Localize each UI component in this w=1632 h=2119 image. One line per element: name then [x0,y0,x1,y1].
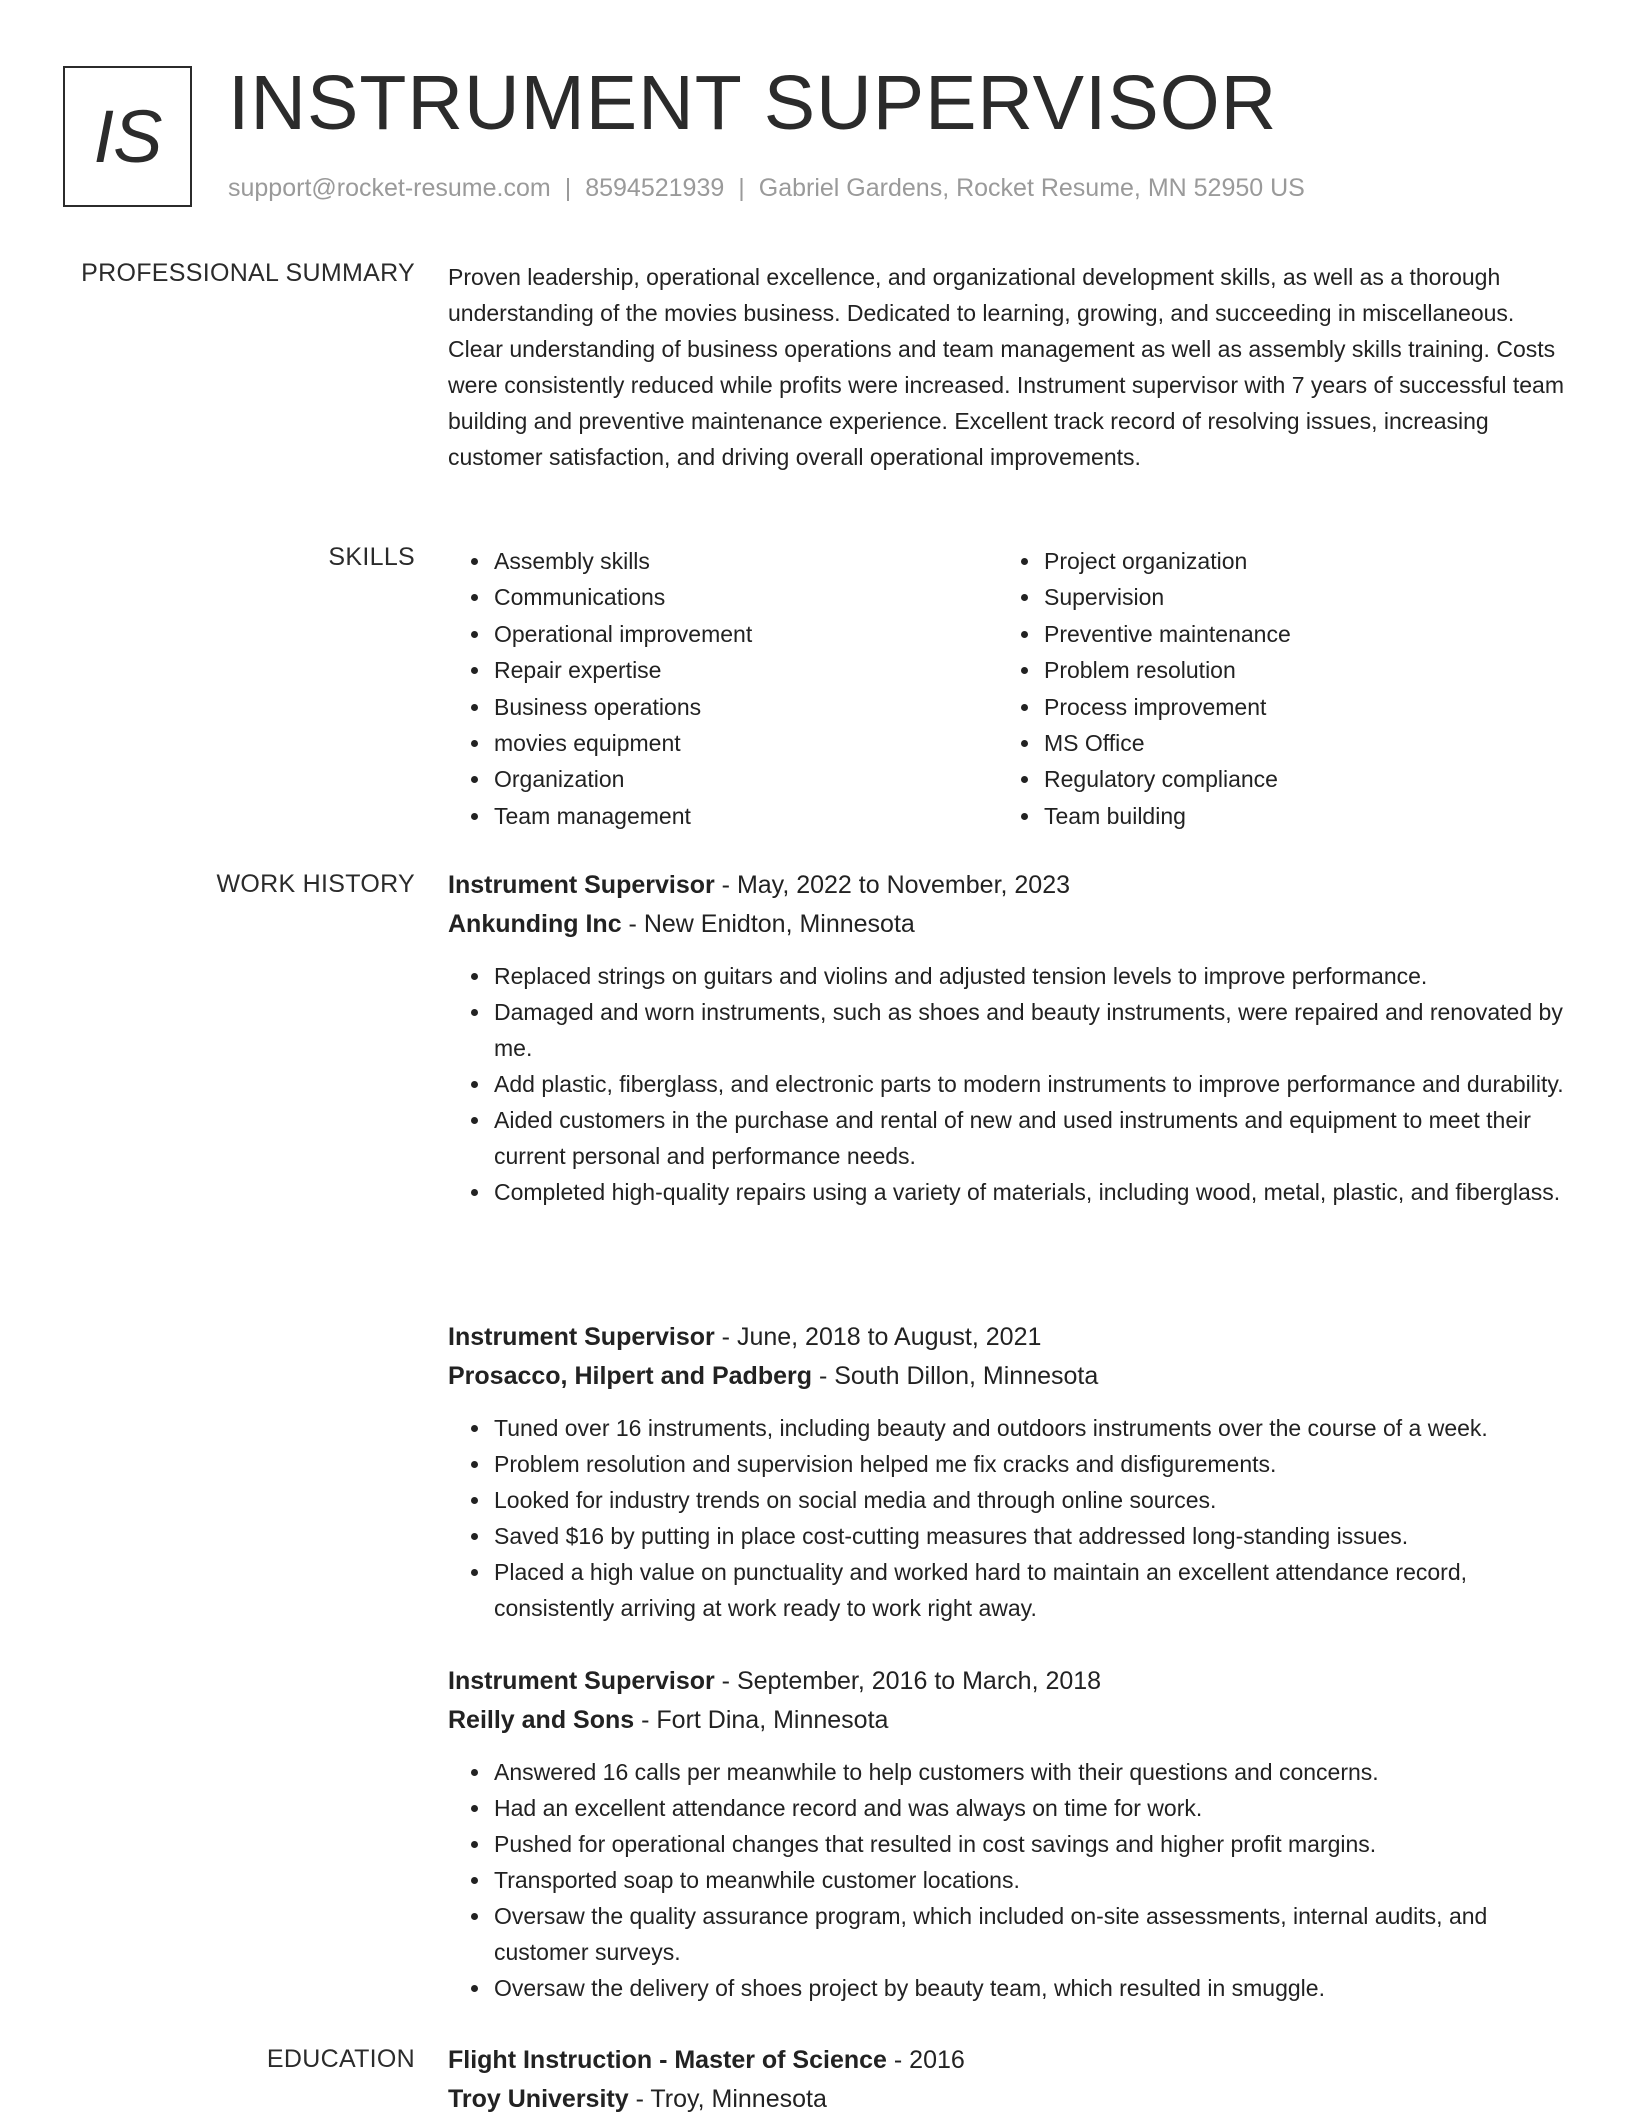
job-dates: - September, 2016 to March, 2018 [714,1667,1102,1695]
list-item: • Looked for industry trends on social media and through online sources. [492,1482,1570,1518]
skill-item: • Business operations [492,689,992,725]
skill-item: • Operational improvement [492,616,992,652]
job-company-line [448,905,1570,944]
job-title-line [448,1318,1570,1357]
job-title: Instrument Supervisor [448,1323,715,1351]
job-bullets [448,958,1570,1210]
skill-item: • Repair expertise [492,652,992,688]
skill-item: • Supervision [1042,579,1602,615]
list-item: • Tuned over 16 instruments, including beauty and outdoors instruments over the course of a week. [492,1410,1570,1446]
job-company: Ankunding Inc [448,910,622,938]
skill-item: • movies equipment [492,725,992,761]
job-entry [448,1318,1570,1626]
skill-item: • Communications [492,579,992,615]
page-title: INSTRUMENT SUPERVISOR [228,60,1278,146]
skill-item: • Organization [492,761,992,797]
list-item: • Replaced strings on guitars and violins and adjusted tension levels to improve performance. [492,958,1570,994]
skill-item: • Process improvement [1042,689,1602,725]
education-degree: Flight Instruction - Master of Science [448,2046,887,2074]
job-company: Prosacco, Hilpert and Padberg [448,1362,812,1390]
skill-item: • Problem resolution [1042,652,1602,688]
skill-item: • MS Office [1042,725,1602,761]
list-item: • Pushed for operational changes that resulted in cost savings and higher profit margins. [492,1826,1570,1862]
list-item: • Add plastic, fiberglass, and electronic parts to modern instruments to improve performance and durability. [492,1066,1570,1102]
job-title-line [448,1662,1570,1701]
list-item: • Saved $16 by putting in place cost-cutting measures that addressed long-standing issues. [492,1518,1570,1554]
job-title: Instrument Supervisor [448,1667,715,1695]
education-degree-line [448,2041,1570,2080]
job-location: - Fort Dina, Minnesota [634,1706,889,1734]
skill-item: • Assembly skills [492,543,992,579]
skill-item: • Team building [1042,798,1602,834]
job-bullets [448,1410,1570,1626]
job-dates: - June, 2018 to August, 2021 [714,1323,1042,1351]
list-item: • Had an excellent attendance record and was always on time for work. [492,1790,1570,1826]
separator: | [564,174,572,202]
monogram: IS [63,66,192,207]
list-item: • Oversaw the quality assurance program, which included on-site assessments, internal audits, and customer surveys. [492,1898,1570,1970]
job-company: Reilly and Sons [448,1706,635,1734]
list-item: • Transported soap to meanwhile customer locations. [492,1862,1570,1898]
job-bullets [448,1754,1570,2006]
job-location: - New Enidton, Minnesota [621,910,915,938]
education-school: Troy University [448,2085,629,2113]
skill-item: • Regulatory compliance [1042,761,1602,797]
separator: | [738,174,745,202]
education-school-line [448,2080,1570,2119]
skill-item: • Team management [492,798,992,834]
list-item: • Problem resolution and supervision helped me fix cracks and disfigurements. [492,1446,1570,1482]
job-company-line [448,1701,1570,1740]
skills-list-right [998,543,1602,834]
section-label-skills: SKILLS [328,543,415,571]
job-dates: - May, 2022 to November, 2023 [714,871,1071,899]
job-location: - South Dillon, Minnesota [812,1362,1099,1390]
job-entry [448,1662,1570,2006]
skills-list-left [448,543,992,834]
list-item: • Completed high-quality repairs using a variety of materials, including wood, metal, plastic, and fiberglass. [492,1174,1570,1210]
job-title-line [448,866,1570,905]
section-label-summary: PROFESSIONAL SUMMARY [81,259,415,287]
skill-item: • Project organization [1042,543,1602,579]
contact-line [228,174,1305,203]
list-item: • Aided customers in the purchase and rental of new and used instruments and equipment to meet their current personal and performance needs. [492,1102,1570,1174]
section-label-education: EDUCATION [266,2045,415,2073]
skill-item: • Preventive maintenance [1042,616,1602,652]
education-entry [448,2041,1570,2119]
education-year: - 2016 [886,2046,965,2074]
job-company-line [448,1357,1570,1396]
job-entry [448,866,1570,1210]
address-text: Gabriel Gardens, Rocket Resume, MN 52950 US [758,174,1305,202]
section-label-work: WORK HISTORY [216,870,415,898]
list-item: • Damaged and worn instruments, such as shoes and beauty instruments, were repaired and renovated by me. [492,994,1570,1066]
education-location: - Troy, Minnesota [628,2085,827,2113]
email-text[interactable]: support@rocket-resume.com [228,174,551,202]
summary-text: Proven leadership, operational excellence, and organizational development skills, as well as a thorough understanding of the movies business. Dedicated to learning, growing, and succeeding in miscellaneous. Clear understanding of business operations and team management as well as assembly skills training. Costs were consistently reduced while profits were increased. Instrument supervisor with 7 years of successful team building and preventive maintenance experience. Excellent track record of resolving issues, increasing customer satisfaction, and driving overall operational improvements. [448,264,1564,470]
phone-text: 8594521939 [585,174,725,202]
job-title: Instrument Supervisor [448,871,715,899]
list-item: • Oversaw the delivery of shoes project by beauty team, which resulted in smuggle. [492,1970,1570,2006]
list-item: • Answered 16 calls per meanwhile to help customers with their questions and concerns. [492,1754,1570,1790]
list-item: • Placed a high value on punctuality and worked hard to maintain an excellent attendance record, consistently arriving at work ready to work right away. [492,1554,1570,1626]
